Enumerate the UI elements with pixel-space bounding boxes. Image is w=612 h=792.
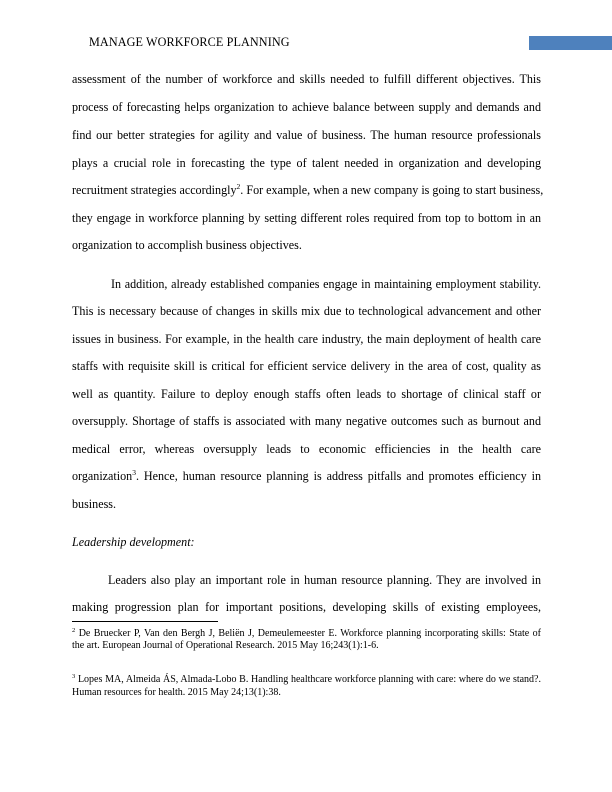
text-line: they engage in workforce planning by setting different roles required from top to bottom in an bbox=[72, 211, 541, 225]
text-line: issues in business. For example, in the health care industry, the main deployment of health care bbox=[72, 332, 541, 346]
text-line: find our better strategies for agility and value of business. The human resource professionals bbox=[72, 128, 541, 142]
footnote-text: De Bruecker P, Van den Bergh J, Beliën J, Demeulemeester E. Workforce planning incorporating skills: State of bbox=[78, 628, 542, 639]
footnote-line: Human resources for health. 2015 May 24;13(1):38. bbox=[72, 687, 281, 698]
text-line: medical error, whereas oversupply leads to economic efficiencies in the health care bbox=[72, 442, 541, 456]
text-line: assessment of the number of workforce and skills needed to fulfill different objectives. This bbox=[72, 72, 541, 86]
text-line: process of forecasting helps organization to achieve balance between supply and demands and bbox=[72, 100, 541, 114]
text-line bbox=[72, 182, 544, 198]
text-line: making progression plan for important positions, developing skills of existing employees, bbox=[72, 600, 541, 614]
text-segment: recruitment strategies accordingly bbox=[72, 183, 237, 197]
text-line: well as quantity. Failure to deploy enough staffs often leads to shortage of clinical staff or bbox=[72, 387, 541, 401]
text-line: plays a crucial role in forecasting the type of talent needed in organization and developing bbox=[72, 156, 541, 170]
footnote-line bbox=[72, 674, 541, 686]
footnote-text: Lopes MA, Almeida ÁS, Almada-Lobo B. Handling healthcare workforce planning with care: where do we stand?. bbox=[77, 674, 541, 685]
text-line: staffs with requisite skill is critical for efficient service delivery in the area of cost, quality as bbox=[72, 359, 541, 373]
text-line: oversupply. Shortage of staffs is associated with many negative outcomes such as burnout and bbox=[72, 414, 541, 428]
text-segment: organization bbox=[72, 469, 133, 483]
running-head-title: MANAGE WORKFORCE PLANNING bbox=[89, 35, 290, 49]
footnote-ref-2[interactable]: 2 bbox=[236, 182, 241, 191]
text-line: This is necessary because of changes in skills mix due to technological advancement and other bbox=[72, 304, 541, 318]
text-segment: . Hence, human resource planning is address pitfalls and promotes efficiency in bbox=[135, 469, 541, 483]
footnote-marker: 3 bbox=[72, 673, 76, 680]
text-line: business. bbox=[72, 497, 117, 511]
footnote-ref-3[interactable]: 3 bbox=[132, 468, 136, 477]
footnote-line bbox=[72, 628, 541, 640]
footnote-marker: 2 bbox=[72, 627, 76, 634]
text-line: Leaders also play an important role in human resource planning. They are involved in bbox=[108, 573, 541, 587]
text-segment: . For example, when a new company is going to start business, bbox=[240, 183, 544, 197]
footnote-separator bbox=[72, 621, 218, 622]
header-accent-bar bbox=[529, 36, 612, 50]
section-heading: Leadership development: bbox=[72, 535, 195, 549]
footnote-line: the art. European Journal of Operational Research. 2015 May 16;243(1):1-6. bbox=[72, 640, 379, 651]
text-line bbox=[72, 468, 541, 484]
text-line: organization to accomplish business objectives. bbox=[72, 238, 302, 252]
text-line: In addition, already established companies engage in maintaining employment stability. bbox=[111, 277, 541, 291]
